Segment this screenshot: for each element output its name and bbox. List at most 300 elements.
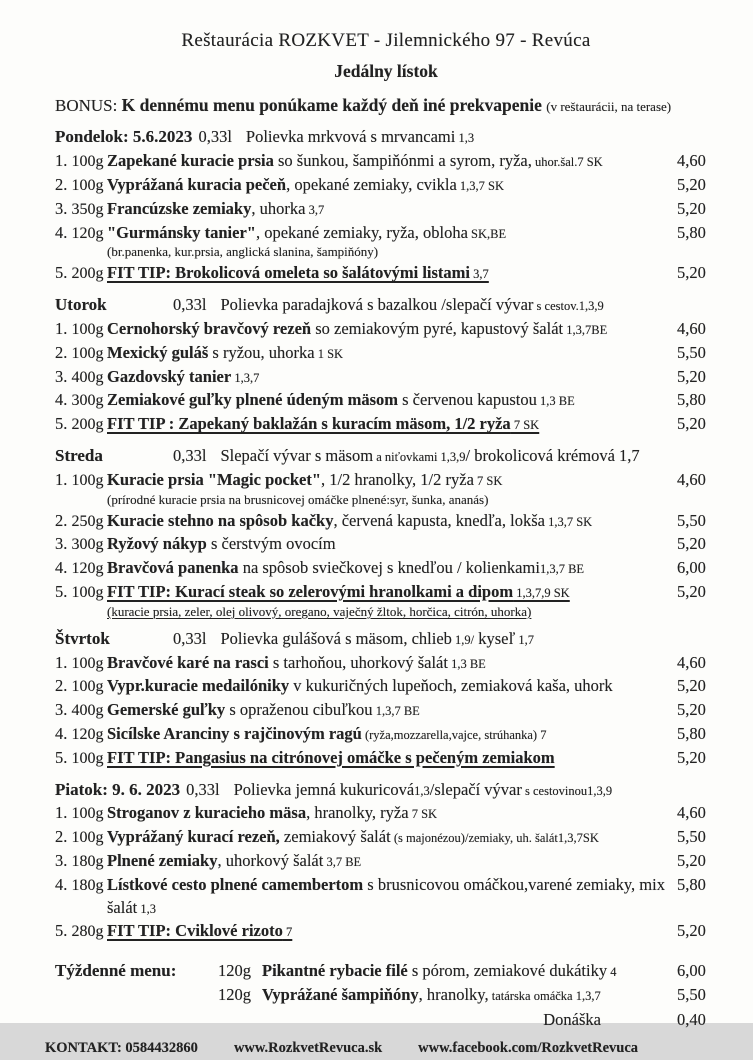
item-number-weight [55, 150, 107, 174]
dish-text [107, 851, 361, 870]
item-price: 5,20 [677, 581, 706, 601]
item-number: 5. [55, 747, 68, 767]
item-weight: 300g [71, 536, 104, 554]
dish-text [107, 534, 336, 553]
day-header [55, 779, 717, 803]
menu-item [55, 469, 717, 493]
dish-allergens: 1 SK [314, 346, 344, 361]
menu-item [55, 510, 717, 534]
item-price: 5,50 [677, 984, 706, 1004]
dish-name: Bravčová panenka [107, 558, 239, 578]
day-header [55, 294, 717, 318]
soup-line [234, 779, 717, 803]
item-weight: 120g [71, 224, 104, 242]
soup-line [220, 628, 717, 652]
menu-item [55, 747, 717, 771]
item-number: 5. [55, 414, 68, 434]
item-desc [262, 984, 673, 1008]
item-number-weight [55, 318, 107, 342]
menu-item [55, 174, 717, 198]
item-number-weight [55, 469, 107, 493]
menu-item [55, 222, 717, 246]
item-desc [107, 342, 673, 366]
item-price: 5,80 [677, 723, 706, 743]
soup-volume: 0,33l [173, 295, 207, 315]
item-desc [107, 510, 673, 534]
item-desc [107, 318, 673, 342]
dish-text [107, 724, 546, 743]
soup-line [220, 294, 717, 318]
item-note: (prírodné kuracie prsia na brusnicovej omáčke plnené:syr, šunka, ananás) [107, 491, 489, 507]
dish-name: FIT TIP: Cviklové rizoto [107, 921, 283, 941]
soup-text: Slepačí vývar s mäsom [220, 445, 374, 465]
item-number-weight [55, 262, 107, 286]
dish-allergens: 1,3,7 BE [372, 704, 420, 719]
item-desc [107, 150, 673, 174]
dish-text [107, 511, 592, 530]
item-number: 1. [55, 652, 68, 672]
item-desc [107, 826, 673, 850]
dish-allergens: tatárska omáčka 1,3,7 [488, 988, 601, 1003]
item-desc [107, 652, 673, 676]
soup-text-2: / brokolicová krémová 1,7 [465, 445, 640, 465]
item-price: 5,50 [677, 342, 706, 362]
dish-name: Pikantné rybacie filé [262, 961, 408, 981]
dish-text [107, 700, 420, 719]
dish-text [107, 343, 343, 362]
dish-desc: so šunkou, šampiňónmi a syrom, ryža, [273, 151, 532, 171]
item-price: 4,60 [677, 652, 706, 672]
item-desc [107, 413, 673, 437]
fit-tip-text [107, 921, 292, 940]
dish-allergens: uhor.šal.7 SK [531, 155, 603, 170]
menu-item [55, 150, 717, 174]
dish-text [107, 875, 665, 917]
dish-allergens: 1,3 [137, 901, 156, 916]
soup-text-2: kyseľ [474, 628, 516, 648]
dish-name: Kuracie prsia "Magic pocket" [107, 469, 321, 489]
dish-desc: so zemiakovým pyré, kapustový šalát [311, 318, 564, 338]
soup-allergens: s cestov.1,3,9 [533, 299, 604, 314]
dish-name: Vyprážaná kuracia pečeň [107, 174, 287, 194]
item-number: 5. [55, 581, 68, 601]
item-number: 2. [55, 342, 68, 362]
item-weight: 100g [71, 153, 104, 171]
dish-allergens: 7 [282, 925, 293, 940]
item-number-weight [55, 699, 107, 723]
dish-desc: s ryžou, uhorka [208, 342, 315, 362]
fit-tip-text [107, 263, 489, 282]
dish-allergens: 7 SK [473, 473, 503, 488]
dish-name: Zapekané kuracie prsia [107, 151, 274, 171]
menu-item [55, 850, 717, 874]
item-weight: 120g [71, 560, 104, 578]
dish-desc: , hranolky, [418, 984, 489, 1004]
menu-item [55, 920, 717, 944]
item-number: 2. [55, 174, 68, 194]
dish-desc: , opekané zemiaky, ryža, obloha [255, 222, 468, 242]
dish-desc: v kukuričných lupeňoch, zemiaková kaša, uhork [289, 676, 613, 696]
dish-text [107, 470, 502, 489]
item-price: 5,20 [677, 747, 706, 767]
item-weight: 100g [71, 805, 104, 823]
item-number-weight [55, 723, 107, 747]
item-price: 6,00 [677, 558, 706, 578]
day-name: Pondelok: 5.6.2023 [55, 127, 193, 147]
weekly-item [55, 960, 717, 984]
dish-desc: , uhorkový šalát [217, 850, 324, 870]
item-desc [107, 675, 673, 699]
dish-desc: s opraženou cibuľkou [225, 700, 373, 720]
dish-desc: , 1/2 hranolky, 1/2 ryža [321, 469, 474, 489]
dish-allergens: 1,3,7 [231, 370, 260, 385]
item-desc [107, 389, 673, 413]
day-name: Streda [55, 445, 103, 465]
dish-name: Vyprážané šampiňóny [262, 984, 419, 1004]
dish-text [107, 199, 324, 218]
item-weight: 100g [71, 583, 104, 601]
item-price: 5,50 [677, 827, 706, 847]
item-number: 1. [55, 803, 68, 823]
dish-allergens: (ryža,mozzarella,vajce, strúhanka) 7 [361, 727, 547, 742]
weekly-menu-label: Týždenné menu: [55, 961, 177, 981]
dish-name: Francúzske zemiaky [107, 198, 252, 218]
dish-desc: , opekané zemiaky, cvikla [286, 174, 457, 194]
item-weight: 280g [71, 923, 104, 941]
website-url: www.RozkvetRevuca.sk [233, 1040, 383, 1057]
dish-allergens: 1,3,7 SK [456, 178, 505, 193]
contact-line [45, 1037, 717, 1060]
day-name: Štvrtok [55, 628, 110, 648]
dish-text [107, 653, 486, 672]
item-weight: 100g [71, 654, 104, 672]
dish-name: Ryžový nákyp [107, 534, 207, 554]
item-price: 5,20 [677, 534, 706, 554]
delivery-price: 0,40 [677, 1009, 706, 1029]
menu-item [55, 413, 717, 437]
day-name: Piatok: 9. 6. 2023 [55, 779, 181, 799]
menu-item [55, 557, 717, 581]
soup-text: Polievka mrkvová s mrvancami [245, 127, 456, 147]
item-number-weight [55, 174, 107, 198]
delivery-row [55, 1009, 717, 1032]
menu-item [55, 581, 717, 605]
item-number-weight [55, 802, 107, 826]
soup-volume: 0,33l [186, 779, 220, 799]
menu-item [55, 366, 717, 390]
item-desc [262, 960, 673, 984]
dish-allergens: 1,3 BE [447, 656, 486, 671]
item-price: 4,60 [677, 318, 706, 338]
menu-item [55, 318, 717, 342]
soup-text: Polievka gulášová s mäsom, chlieb [220, 628, 452, 648]
item-weight: 100g [71, 749, 104, 767]
item-number: 2. [55, 827, 68, 847]
day-section-0 [55, 126, 717, 286]
item-price: 5,50 [677, 510, 706, 530]
dish-desc: s čerstvým ovocím [206, 534, 336, 554]
menu-title: Jedálny lístok [334, 60, 438, 81]
dish-name: Kuracie stehno na spôsob kačky [107, 510, 334, 530]
item-price: 5,20 [677, 850, 706, 870]
item-number-weight [55, 222, 107, 246]
day-section-1 [55, 294, 717, 437]
menu-item [55, 389, 717, 413]
item-number-weight [55, 652, 107, 676]
item-weight: 100g [71, 678, 104, 696]
bonus-label: BONUS: [55, 95, 122, 115]
fit-tip-text [107, 414, 539, 433]
item-weight: 200g [71, 416, 104, 434]
contact-phone: KONTAKT: 0584432860 [45, 1040, 198, 1057]
dish-desc: s tarhoňou, uhorkový šalát [268, 652, 448, 672]
item-desc [107, 469, 673, 493]
days-container [55, 126, 717, 944]
dish-name: Plnené zemiaky [107, 850, 218, 870]
dish-name: Vyprážaný kurací rezeň, [107, 827, 280, 847]
item-price: 5,80 [677, 874, 706, 894]
item-price: 5,20 [677, 174, 706, 194]
item-price: 5,20 [677, 366, 706, 386]
item-number: 5. [55, 263, 68, 283]
dish-text [107, 558, 584, 577]
dish-name: FIT TIP : Zapekaný baklažán s kuracím mäsom, 1/2 ryža [107, 414, 511, 434]
item-number-weight [55, 533, 107, 557]
item-weight: 350g [71, 200, 104, 218]
day-section-2 [55, 445, 717, 620]
dish-name: FIT TIP: Brokolicová omeleta so šalátovými listami [107, 263, 470, 283]
item-desc [107, 262, 673, 286]
menu-item [55, 652, 717, 676]
dish-allergens: (s majonézou)/zemiaky, uh. šalát1,3,7SK [390, 831, 599, 846]
item-number: 1. [55, 469, 68, 489]
dish-name: FIT TIP: Pangasius na citrónovej omáčke s pečeným zemiakom [107, 747, 555, 767]
menu-item [55, 699, 717, 723]
soup-text: Polievka jemná kukuricová [233, 779, 415, 799]
item-weight: 100g [71, 176, 104, 194]
menu-item [55, 533, 717, 557]
dish-allergens: 1,3,7BE [563, 322, 608, 337]
item-price: 5,20 [677, 198, 706, 218]
dish-name: "Gurmánsky tanier" [107, 222, 256, 242]
dish-desc: zemiakový šalát [279, 827, 391, 847]
item-desc [107, 723, 673, 747]
item-number-weight [55, 366, 107, 390]
item-price: 5,20 [677, 921, 706, 941]
item-number: 3. [55, 534, 68, 554]
dish-allergens: SK,BE [467, 226, 507, 241]
item-number: 2. [55, 510, 68, 530]
weekly-menu [55, 960, 717, 1031]
dish-allergens: 1,3,7,9 SK [513, 585, 570, 600]
item-weight: 400g [71, 368, 104, 386]
dish-text [107, 676, 613, 695]
dish-name: FIT TIP: Kurací steak so zelerovými hranolkami a dipom [107, 581, 514, 601]
item-price: 5,20 [677, 414, 706, 434]
day-section-4 [55, 779, 717, 945]
menu-item [55, 342, 717, 366]
item-note: (br.panenka, kur.prsia, anglická slanina, šampiňóny) [107, 244, 379, 260]
item-price: 4,60 [677, 803, 706, 823]
dish-allergens: 3,7 [305, 202, 325, 217]
fit-tip-text [107, 748, 555, 767]
item-number: 1. [55, 318, 68, 338]
dish-desc: s pórom, zemiakové dukátiky [407, 961, 608, 981]
soup-text-2: /slepačí vývar [429, 779, 522, 799]
item-number: 3. [55, 850, 68, 870]
item-number: 3. [55, 366, 68, 386]
dish-allergens: 1,3 BE [536, 394, 575, 409]
item-desc [107, 366, 673, 390]
weekly-item [55, 984, 717, 1008]
item-desc [107, 533, 673, 557]
item-desc [107, 557, 673, 581]
menu-item [55, 802, 717, 826]
item-price: 5,80 [677, 390, 706, 410]
dish-allergens: 7 SK [408, 807, 438, 822]
item-number-weight [55, 874, 107, 898]
delivery-label: Donáška [543, 1009, 601, 1029]
dish-desc: s brusnicovou omáčkou,varené zemiaky, mix šalát [107, 874, 665, 917]
item-price: 4,60 [677, 151, 706, 171]
soup-allergens: 1,3 [455, 131, 475, 146]
soup-allergens: 1,3 [414, 783, 430, 798]
bonus-line [55, 94, 717, 119]
dish-name: Zemiakové guľky plnené údeným mäsom [107, 390, 399, 410]
dish-desc: na spôsob sviečkovej s knedľou / kolienkami [238, 558, 540, 578]
dish-name: Stroganov z kuracieho mäsa [107, 803, 307, 823]
item-price: 6,00 [677, 961, 706, 981]
item-number: 4. [55, 723, 68, 743]
soup-line [246, 126, 717, 150]
item-weight: 120g [71, 725, 104, 743]
dish-text [107, 151, 603, 170]
soup-line [220, 445, 717, 469]
item-desc [107, 747, 673, 771]
item-weight: 120g [218, 961, 251, 981]
item-desc [107, 850, 673, 874]
item-number: 4. [55, 558, 68, 578]
item-number-weight [55, 826, 107, 850]
day-section-3 [55, 628, 717, 771]
soup-allergens: a niťovkami 1,3,9 [373, 449, 466, 464]
dish-text [107, 223, 506, 242]
item-note: (kuracie prsia, zeler, olej olivový, oregano, vaječný žltok, horčica, citrón, uhorka) [107, 603, 532, 619]
item-number-weight [55, 413, 107, 437]
dish-text [107, 390, 575, 409]
soup-allergens-2: s cestovinou1,3,9 [521, 783, 613, 798]
dish-text [107, 803, 437, 822]
dish-desc: , hranolky, ryža [306, 803, 409, 823]
item-number: 1. [55, 151, 68, 171]
item-desc [107, 198, 673, 222]
dish-text [107, 319, 607, 338]
dish-name: Vypr.kuracie medailóniky [107, 676, 290, 696]
item-weight: 300g [71, 392, 104, 410]
dish-name: Mexický guláš [107, 342, 209, 362]
item-number-weight [55, 389, 107, 413]
item-desc [107, 874, 673, 921]
soup-volume: 0,33l [173, 445, 207, 465]
item-number-weight [55, 850, 107, 874]
item-number-weight [55, 342, 107, 366]
soup-allergens-2: 1,7 [515, 632, 534, 647]
item-weight: 100g [71, 320, 104, 338]
bonus-note: (v reštaurácii, na terase) [546, 98, 672, 114]
item-number-weight [55, 747, 107, 771]
dish-allergens: 1,3,7 BE [539, 562, 585, 577]
item-number-weight [55, 920, 107, 944]
item-number: 4. [55, 874, 68, 894]
day-header [55, 445, 717, 469]
dish-text [107, 175, 504, 194]
restaurant-title: Reštaurácia ROZKVET - Jilemnického 97 - Revúca [181, 30, 591, 51]
dish-text [107, 827, 599, 846]
item-weight: 100g [71, 471, 104, 489]
dish-desc: , červená kapusta, knedľa, lokša [333, 510, 545, 530]
dish-allergens: 3,7 BE [323, 854, 362, 869]
dish-desc: , uhorka [251, 198, 306, 218]
dish-allergens: 1,3,7 SK [544, 514, 593, 529]
dish-name: Gemerské guľky [107, 700, 226, 720]
item-weight: 120g [218, 984, 251, 1004]
item-desc [107, 581, 673, 605]
dish-allergens: 7 SK [510, 418, 540, 433]
menu-item [55, 675, 717, 699]
menu-item [55, 723, 717, 747]
dish-name: Lístkové cesto plnené camembertom [107, 874, 364, 894]
item-weight: 250g [71, 512, 104, 530]
item-weight: 180g [71, 876, 104, 894]
facebook-url: www.facebook.com/RozkvetRevuca [418, 1040, 639, 1057]
item-desc [107, 222, 673, 246]
item-number-weight [55, 581, 107, 605]
dish-name: Sicílske Aranciny s rajčinovým ragú [107, 723, 362, 743]
item-number-weight [55, 675, 107, 699]
day-name: Utorok [55, 295, 107, 315]
menu-item [55, 874, 717, 921]
dish-allergens: 3,7 [470, 267, 489, 282]
item-number-weight [55, 557, 107, 581]
bonus-text: K dennému menu ponúkame každý deň iné prekvapenie [121, 94, 547, 115]
day-header [55, 126, 717, 150]
day-header [55, 628, 717, 652]
item-number: 2. [55, 676, 68, 696]
item-price: 4,60 [677, 469, 706, 489]
dish-name: Bravčové karé na rasci [107, 652, 269, 672]
item-number-weight [55, 510, 107, 534]
item-number: 3. [55, 198, 68, 218]
dish-allergens: 4 [607, 965, 617, 980]
soup-volume: 0,33l [173, 628, 207, 648]
item-price: 5,80 [677, 222, 706, 242]
item-weight: 100g [71, 829, 104, 847]
item-weight: 200g [71, 265, 104, 283]
item-weight: 100g [71, 344, 104, 362]
item-price: 5,20 [677, 263, 706, 283]
item-number-weight [55, 198, 107, 222]
dish-desc: s červenou kapustou [398, 390, 537, 410]
dish-text [107, 367, 259, 386]
item-weight: 180g [71, 852, 104, 870]
soup-allergens: 1,9/ [451, 632, 475, 647]
soup-volume: 0,33l [198, 127, 232, 147]
item-price: 5,20 [677, 700, 706, 720]
menu-item [55, 826, 717, 850]
item-number: 5. [55, 921, 68, 941]
item-desc [107, 699, 673, 723]
item-desc [107, 920, 673, 944]
